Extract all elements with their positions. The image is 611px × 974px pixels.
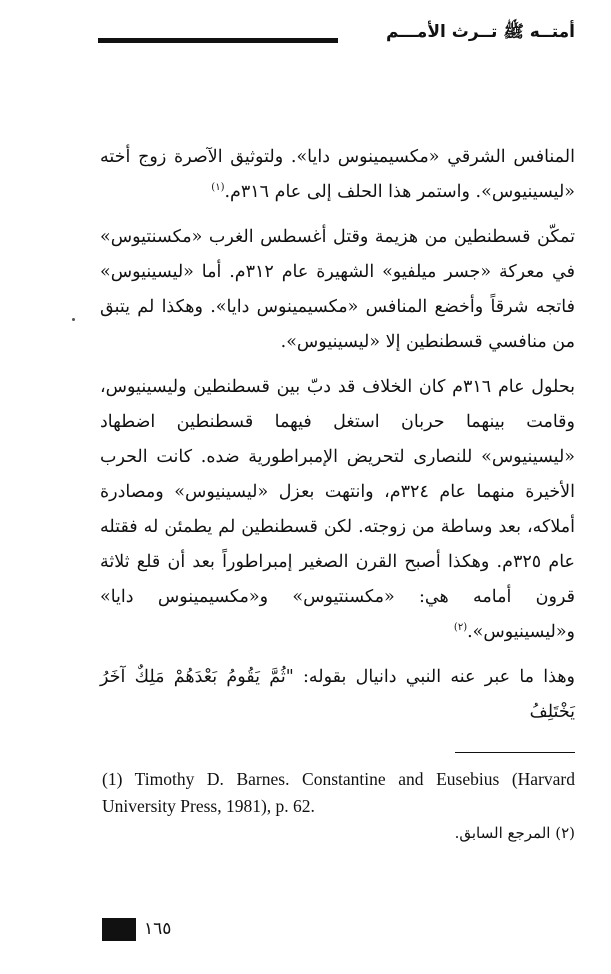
footnote-1: (1) Timothy D. Barnes. Constantine and Eusebius (Harvard University Press, 1981), p. 62. xyxy=(102,769,575,816)
margin-mark xyxy=(72,318,75,321)
page-header xyxy=(98,22,575,44)
paragraph-3-text: بحلول عام ٣١٦م كان الخلاف قد دبّ بين قسطنطين وليسينيوس، وقامت بينهما حربان استغل فيهما قسطنطين اضطهاد «ليسينيوس» للنصارى لتحريض الإمبراطورية ضده. كانت الحرب الأخيرة منهما عام ٣٢٤م، وانتهت بعزل «ليسينيوس» ومصادرة أملاكه، بعد وساطة من زوجته. لكن قسطنطين لم يطمئن له فقتله عام ٣٢٥م. وهكذا أصبح القرن الصغير إمبراطوراً بعد أن قلع ثلاثة قرون أمامه هي: «مكسنتيوس» و«مكسيمينوس دايا» و«ليسينيوس». xyxy=(100,377,576,642)
footnote-separator xyxy=(455,752,575,753)
running-header-title: أمتــه ﷺ تــرث الأمـــم xyxy=(386,22,575,42)
paragraph-4-text: وهذا ما عبر عنه النبي دانيال بقوله: "ثُمَّ يَقُومُ بَعْدَهُمْ مَلِكٌ آخَرُ يَخْتَلِفُ xyxy=(100,667,575,722)
paragraph-1-text: المنافس الشرقي «مكسيمينوس دايا». ولتوثيق الآصرة زوج أخته «ليسينيوس». واستمر هذا الحلف إلى عام ٣١٦م. xyxy=(100,147,575,202)
paragraph-4 xyxy=(100,660,575,730)
paragraph-2 xyxy=(100,220,575,360)
paragraph-3 xyxy=(100,370,575,650)
header-rule xyxy=(98,38,338,43)
folio-block xyxy=(102,918,136,941)
main-text xyxy=(100,140,575,740)
footnote-2: (٢) المرجع السابق. xyxy=(454,824,575,842)
paragraph-1 xyxy=(100,140,575,210)
footnote-ref-1[interactable]: (١) xyxy=(211,182,225,194)
footnote-ref-2[interactable]: (٢) xyxy=(453,622,468,634)
page-number: ١٦٥ xyxy=(144,919,172,939)
paragraph-2-text: تمكّن قسطنطين من هزيمة وقتل أغسطس الغرب «مكسنتيوس» في معركة «جسر ميلفيو» الشهيرة عام ٣١٢م. أما «ليسينيوس» فاتجه شرقاً وأخضع المنافس «مكسيمينوس دايا». وهكذا لم يتبق من منافسي قسطنطين إلا «ليسينيوس». xyxy=(100,227,575,352)
